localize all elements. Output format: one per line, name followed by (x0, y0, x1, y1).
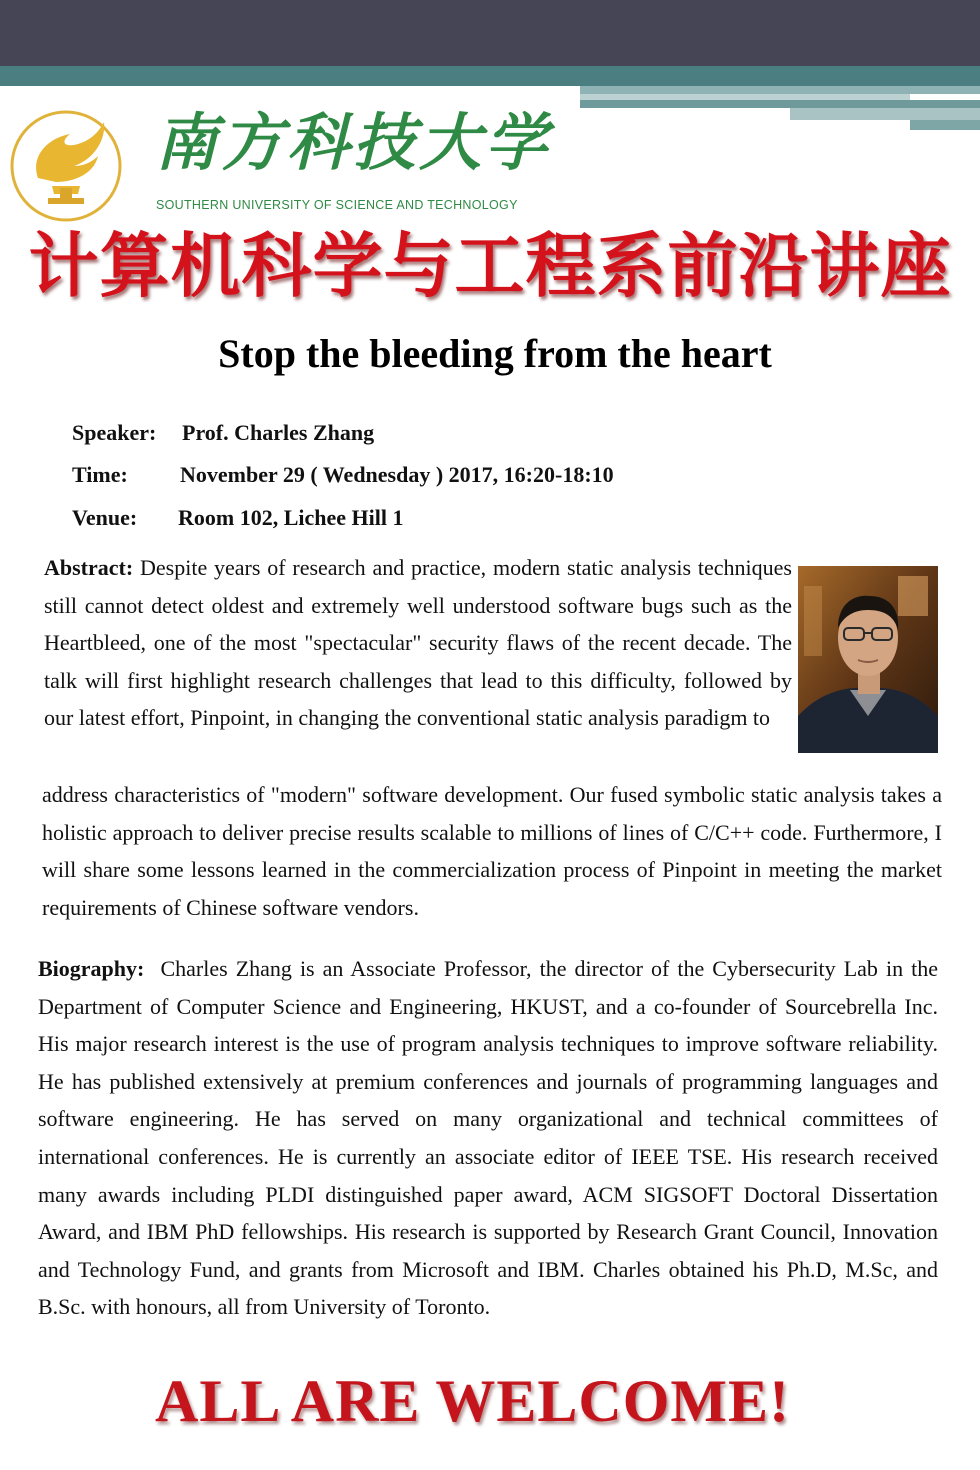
university-name-cn: 南方科技大学 (155, 106, 552, 179)
lecture-series-title: 计算机科学与工程系前沿讲座 (28, 225, 952, 307)
header-stripe (910, 120, 980, 130)
header-stripe (790, 108, 980, 120)
venue-row (72, 505, 404, 531)
university-name-en: SOUTHERN UNIVERSITY OF SCIENCE AND TECHNOLOGY (156, 198, 518, 212)
biography-paragraph (38, 950, 938, 1326)
abstract-label: Abstract: (44, 555, 134, 580)
abstract-text: Despite years of research and practice, modern static analysis techniques still cannot detect oldest and extremely well understood software bugs such as the Heartbleed, one of the most "spectacular" security flaws of the recent decade. The talk will first highlight research challenges that lead to this difficulty, followed by our latest effort, Pinpoint, in changing the conventional static analysis paradigm to (44, 555, 792, 731)
torch-logo-icon (8, 108, 128, 224)
abstract-continuation: address characteristics of "modern" software development. Our fused symbolic static analysis takes a holistic approach to deliver precise results scalable to millions of lines of C/C++ code. Furthermore, I will share some lessons learned in the commercialization process of Pinpoint in meeting the market requirements of Chinese software vendors. (42, 782, 942, 920)
speaker-photo (798, 566, 938, 753)
talk-title: Stop the bleeding from the heart (218, 331, 772, 376)
venue-label: Venue: (72, 505, 138, 530)
time-row (72, 462, 614, 488)
venue-value: Room 102, Lichee Hill 1 (178, 505, 404, 530)
welcome-banner: ALL ARE WELCOME! (154, 1368, 790, 1434)
abstract-paragraph (44, 549, 792, 737)
header-stripe (580, 100, 980, 108)
header-stripe (580, 86, 980, 94)
header-teal-band (0, 66, 980, 86)
speaker-label: Speaker: (72, 420, 157, 445)
time-value: November 29 ( Wednesday ) 2017, 16:20-18:10 (180, 462, 614, 487)
header-dark-band (0, 0, 980, 66)
biography-text: Charles Zhang is an Associate Professor, the director of the Cybersecurity Lab in the Department of Computer Science and Engineering, HKUST, and a co-founder of Sourcebrella Inc. His major research interest is the use of program analysis techniques to improve software reliability. He has published extensively at premium conferences and journals of programming languages and software engineering. He has served on many organizational and technical committees of international conferences. He is currently an associate editor of IEEE TSE. His research received many awards including PLDI distinguished paper award, ACM SIGSOFT Doctoral Dissertation Award, and IBM PhD fellowships. His research is supported by Research Grant Council, Innovation and Technology Fund, and grants from Microsoft and IBM. Charles obtained his Ph.D, M.Sc, and B.Sc. with honours, all from University of Toronto. (38, 956, 939, 1320)
speaker-row (72, 420, 375, 446)
speaker-value: Prof. Charles Zhang (182, 420, 375, 445)
biography-label: Biography: (38, 956, 145, 981)
time-label: Time: (72, 462, 128, 487)
